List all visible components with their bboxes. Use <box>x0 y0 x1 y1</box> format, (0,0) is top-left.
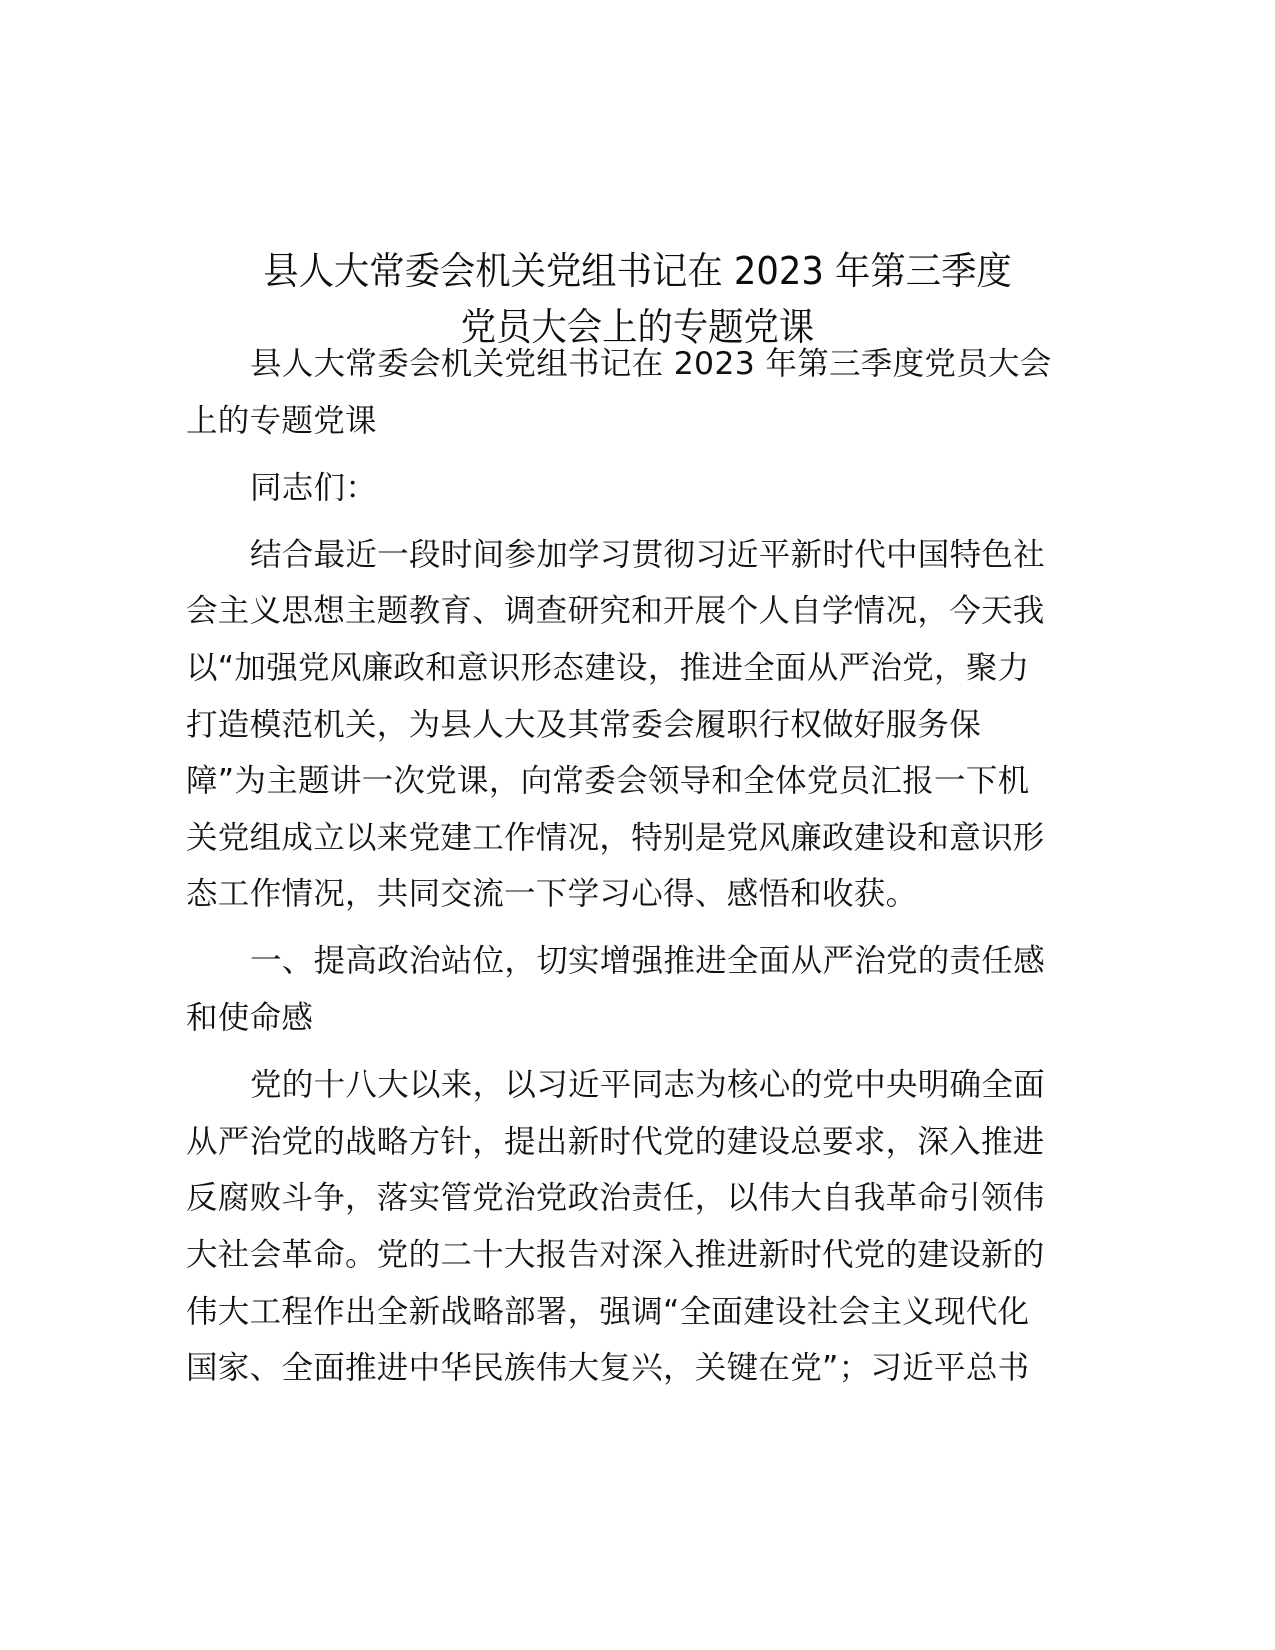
text-line: 国家、全面推进中华民族伟大复兴，关键在党”；习近平总书 <box>186 1350 1030 1387</box>
paragraph-subtitle-repeat <box>186 336 1086 449</box>
text-line: 同志们： <box>250 469 378 506</box>
text-line: 上的专题党课 <box>186 402 377 439</box>
text-line: 县人大常委会机关党组书记在 2023 年第三季度党员大会 <box>250 346 1052 382</box>
text-line: 一、提高政治站位，切实增强推进全面从严治党的责任感 <box>250 943 1046 980</box>
text-line: 态工作情况，共同交流一下学习心得、感悟和收获。 <box>186 876 918 913</box>
section-heading-1 <box>186 933 1086 1046</box>
text-line: 以“加强党风廉政和意识形态建设，推进全面从严治党，聚力 <box>186 649 1030 686</box>
text-line: 伟大工程作出全新战略部署，强调“全面建设社会主义现代化 <box>186 1293 1030 1330</box>
text-line: 打造模范机关，为县人大及其常委会履职行权做好服务保 <box>186 706 982 743</box>
text-line: 和使命感 <box>186 1000 314 1037</box>
text-line: 会主义思想主题教育、调查研究和开展个人自学情况，今天我 <box>186 593 1045 630</box>
text-line: 关党组成立以来党建工作情况，特别是党风廉政建设和意识形 <box>186 819 1045 856</box>
text-line: 从严治党的战略方针，提出新时代党的建设总要求，深入推进 <box>186 1123 1045 1160</box>
title-line-1: 县人大常委会机关党组书记在 2023 年第三季度 <box>263 249 1012 294</box>
document-body <box>186 336 1086 1407</box>
title-line-2: 党员大会上的专题党课 <box>460 305 815 350</box>
text-line: 障”为主题讲一次党课，向常委会领导和全体党员汇报一下机 <box>186 763 1030 800</box>
text-line: 党的十八大以来，以习近平同志为核心的党中央明确全面 <box>250 1067 1046 1104</box>
paragraph-salutation <box>186 460 1086 517</box>
text-line: 大社会革命。党的二十大报告对深入推进新时代党的建设新的 <box>186 1236 1045 1273</box>
text-line: 结合最近一段时间参加学习贯彻习近平新时代中国特色社 <box>250 536 1046 573</box>
paragraph-introduction <box>186 527 1086 923</box>
text-line: 反腐败斗争，落实管党治党政治责任，以伟大自我革命引领伟 <box>186 1180 1045 1217</box>
paragraph-section-1-body <box>186 1057 1086 1397</box>
